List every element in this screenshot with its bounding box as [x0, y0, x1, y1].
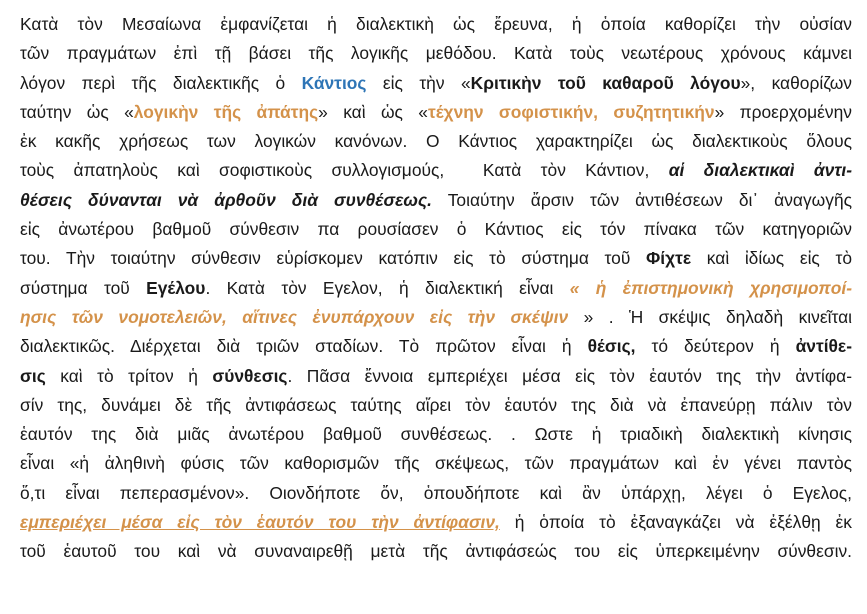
text-line [20, 186, 852, 215]
text-line [20, 537, 852, 566]
term-antithesis: σις [20, 365, 46, 386]
text-run: » καὶ ὡς « [318, 101, 428, 122]
text-line [20, 98, 852, 127]
text-run: τό δεύτερον ἡ [635, 336, 796, 357]
text-run: . Κατὰ τὸν Εγελον, ἡ διαλεκτική εἶναι [205, 277, 570, 298]
text-run: ἐκ κακῆς χρήσεως των λογικών κανόνων. Ο Κάντιος χαρακτηρίζει ὡς διαλεκτικοὺς ὅλους [20, 131, 852, 152]
highlight-phrase: τέχνην σοφιστικήν, συζητητικήν [427, 101, 715, 122]
book-title: Κριτικὴν τοῦ καθαροῦ λόγου [470, 72, 741, 93]
text-line [20, 332, 852, 361]
emphasis-phrase: αἱ διαλεκτικαὶ ἀντι- [668, 160, 853, 181]
text-line [20, 420, 852, 449]
text-run: ὅ,τι εἶναι πεπερασμένον». Οιονδήποτε ὄν, ὁπουδήποτε καὶ ἂν ὑπάρχῃ, λέγει ὁ Εγελος, [20, 482, 852, 503]
highlight-phrase: λογικὴν τῆς ἀπάτης [133, 101, 319, 122]
text-run: τοὺς ἀπατηλοὺς καὶ σοφιστικοὺς συλλογισμούς, Κατὰ τὸν Κάντιον, [20, 160, 669, 181]
text-run: ταύτην ὡς « [20, 101, 134, 122]
name-fichte: Φίχτε [646, 248, 692, 269]
text-line [20, 156, 852, 185]
text-line [20, 479, 852, 508]
text-run: του. Τὴν τοιαύτην σύνθεσιν εὑρίσκομεν κατόπιν εἰς τὸ σύστημα τοῦ [20, 248, 646, 269]
text-run: ἑαυτόν της διὰ μιᾶς ἀνωτέρου βαθμοῦ συνθέσεως. . Ωστε ἡ τριαδικὴ διαλεκτικὴ κίνησις [20, 424, 852, 445]
document-body [20, 10, 852, 567]
text-line [20, 362, 852, 391]
text-line [20, 10, 852, 39]
text-run: Τοιαύτην ἄρσιν τῶν ἀντιθέσεων δι᾿ ἀναγωγῆς [432, 189, 853, 210]
text-run: » . Ἡ σκέψις δηλαδὴ κινεῖται [568, 306, 852, 327]
highlight-underlined: εμπεριέχει μέσα εἰς τὸν ἑαυτόν του τὴν ἀντίφασιν, [20, 512, 500, 533]
text-run: λόγον περὶ τῆς διαλεκτικῆς ὁ [20, 72, 302, 93]
text-run: Κατὰ τὸν Μεσαίωνα ἐμφανίζεται ἡ διαλεκτικὴ ὡς ἔρευνα, ἡ ὁποία καθορίζει τὴν οὐσίαν [20, 14, 852, 34]
text-run: καὶ ἰδίως εἰς τὸ [691, 248, 852, 269]
term-antithesis: ἀντίθε- [795, 336, 852, 357]
text-line [20, 508, 852, 537]
text-run: », καθορίζων [740, 72, 852, 93]
text-run: καὶ τὸ τρίτον ἡ [45, 365, 213, 386]
text-run: διαλεκτικῶς. Διέρχεται διὰ τριῶν σταδίων. Τὸ πρῶτον εἶναι ἡ [20, 336, 588, 357]
text-line [20, 303, 852, 332]
text-run: τῶν πραγμάτων ἐπὶ τῇ βάσει τῆς λογικῆς μεθόδου. Κατὰ τοὺς νεωτέρους χρόνους κάμνει [20, 43, 852, 64]
text-run: εἰς ἀνωτέρου βαθμοῦ σύνθεσιν πα ρουσίασεν ὁ Κάντιος εἰς τόν πίνακα τῶν κατηγοριῶν [20, 219, 852, 240]
text-run: εἶναι «ἡ ἀληθινὴ φύσις τῶν καθορισμῶν τῆς σκέψεως, τῶν πραγμάτων καὶ ἐν γένει παντὸς [20, 453, 852, 474]
highlight-kantios: Κάντιος [301, 72, 367, 93]
text-line [20, 127, 852, 156]
highlight-quote: ησις τῶν νομοτελειῶν, αἵτινες ἐνυπάρχουν εἰς τὴν σκέψιν [20, 306, 569, 327]
text-run: σύστημα τοῦ [20, 277, 147, 298]
text-line [20, 39, 852, 68]
term-thesis: θέσις, [587, 336, 636, 357]
text-run: σίν της, δυνάμει δὲ τῆς ἀντιφάσεως ταύτης αἴρει τὸν ἑαυτόν της διὰ νὰ ἐπανεύρῃ πάλιν τὸν [20, 394, 852, 415]
highlight-quote: « ἡ ἐπιστημονικὴ χρησιμοποί- [569, 277, 853, 298]
text-run: τοῦ ἑαυτοῦ του καὶ νὰ συναναιρεθῇ μετὰ τῆς ἀντιφάσεώς του εἰς ὑπερκειμένην σύνθεσιν. [20, 541, 852, 562]
emphasis-phrase: θέσεις δύνανται νὰ ἀρθοῦν διὰ συνθέσεως. [20, 189, 433, 210]
text-line [20, 391, 852, 420]
text-line [20, 215, 852, 244]
text-line [20, 449, 852, 478]
name-hegel: Εγέλου [146, 277, 206, 298]
text-run: » προερχομένην [714, 101, 852, 122]
term-synthesis: σύνθεσις [212, 365, 288, 386]
text-line [20, 244, 852, 273]
text-line [20, 69, 852, 98]
text-run: ἡ ὁποία τὸ ἐξαναγκάζει νὰ ἐξέλθῃ ἐκ [499, 512, 852, 533]
text-run: . Πᾶσα ἔννοια εμπεριέχει μέσα εἰς τὸν ἑαυτόν της τὴν ἀντίφα- [287, 365, 852, 386]
text-run: εἰς τὴν « [366, 72, 471, 93]
text-line [20, 274, 852, 303]
